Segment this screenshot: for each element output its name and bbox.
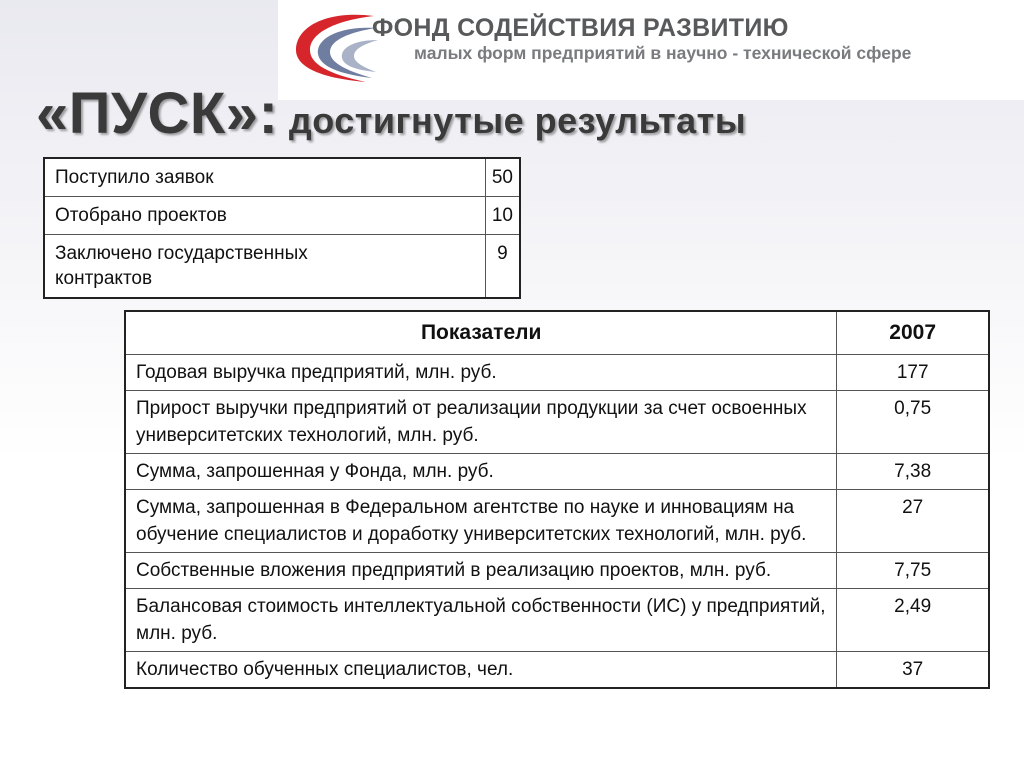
table-row — [125, 490, 989, 553]
indicator-value: 177 — [837, 355, 989, 391]
indicator-label: Балансовая стоимость интеллектуальной собственности (ИС) у предприятий, млн. руб. — [125, 589, 837, 652]
indicator-value: 7,75 — [837, 553, 989, 589]
table-row — [125, 391, 989, 454]
summary-value: 10 — [485, 197, 520, 235]
column-header-indicators: Показатели — [125, 311, 837, 355]
indicator-label: Количество обученных специалистов, чел. — [125, 652, 837, 689]
indicator-value: 37 — [837, 652, 989, 689]
summary-label: Заключено государственных контрактов — [44, 235, 485, 299]
table-row — [44, 158, 520, 197]
indicator-label: Сумма, запрошенная в Федеральном агентстве по науке и инновациям на обучение специалистов и доработку университетских технологий, млн. руб. — [125, 490, 837, 553]
column-header-year: 2007 — [837, 311, 989, 355]
indicator-label: Прирост выручки предприятий от реализации продукции за счет освоенных университетских технологий, млн. руб. — [125, 391, 837, 454]
indicator-label: Годовая выручка предприятий, млн. руб. — [125, 355, 837, 391]
page-title-sub: достигнутые результаты — [278, 100, 747, 141]
indicator-value: 7,38 — [837, 454, 989, 490]
indicators-table — [124, 310, 990, 689]
table-row — [125, 652, 989, 689]
table-row — [125, 589, 989, 652]
table-row — [125, 355, 989, 391]
indicator-value: 2,49 — [837, 589, 989, 652]
table-header-row — [125, 311, 989, 355]
summary-value: 50 — [485, 158, 520, 197]
page-title — [36, 80, 746, 147]
summary-label: Поступило заявок — [44, 158, 485, 197]
summary-label: Отобрано проектов — [44, 197, 485, 235]
table-row — [44, 197, 520, 235]
fund-logo-swoosh-icon — [288, 4, 378, 84]
indicator-value: 27 — [837, 490, 989, 553]
page-title-main: «ПУСК»: — [36, 81, 279, 146]
indicator-label: Сумма, запрошенная у Фонда, млн. руб. — [125, 454, 837, 490]
table-row — [44, 235, 520, 299]
fund-title: ФОНД СОДЕЙСТВИЯ РАЗВИТИЮ — [372, 14, 789, 42]
summary-value: 9 — [485, 235, 520, 299]
table-row — [125, 454, 989, 490]
table-row — [125, 553, 989, 589]
indicator-value: 0,75 — [837, 391, 989, 454]
summary-table — [43, 157, 521, 299]
indicator-label: Собственные вложения предприятий в реализацию проектов, млн. руб. — [125, 553, 837, 589]
fund-subtitle: малых форм предприятий в научно - технической сфере — [414, 43, 912, 63]
